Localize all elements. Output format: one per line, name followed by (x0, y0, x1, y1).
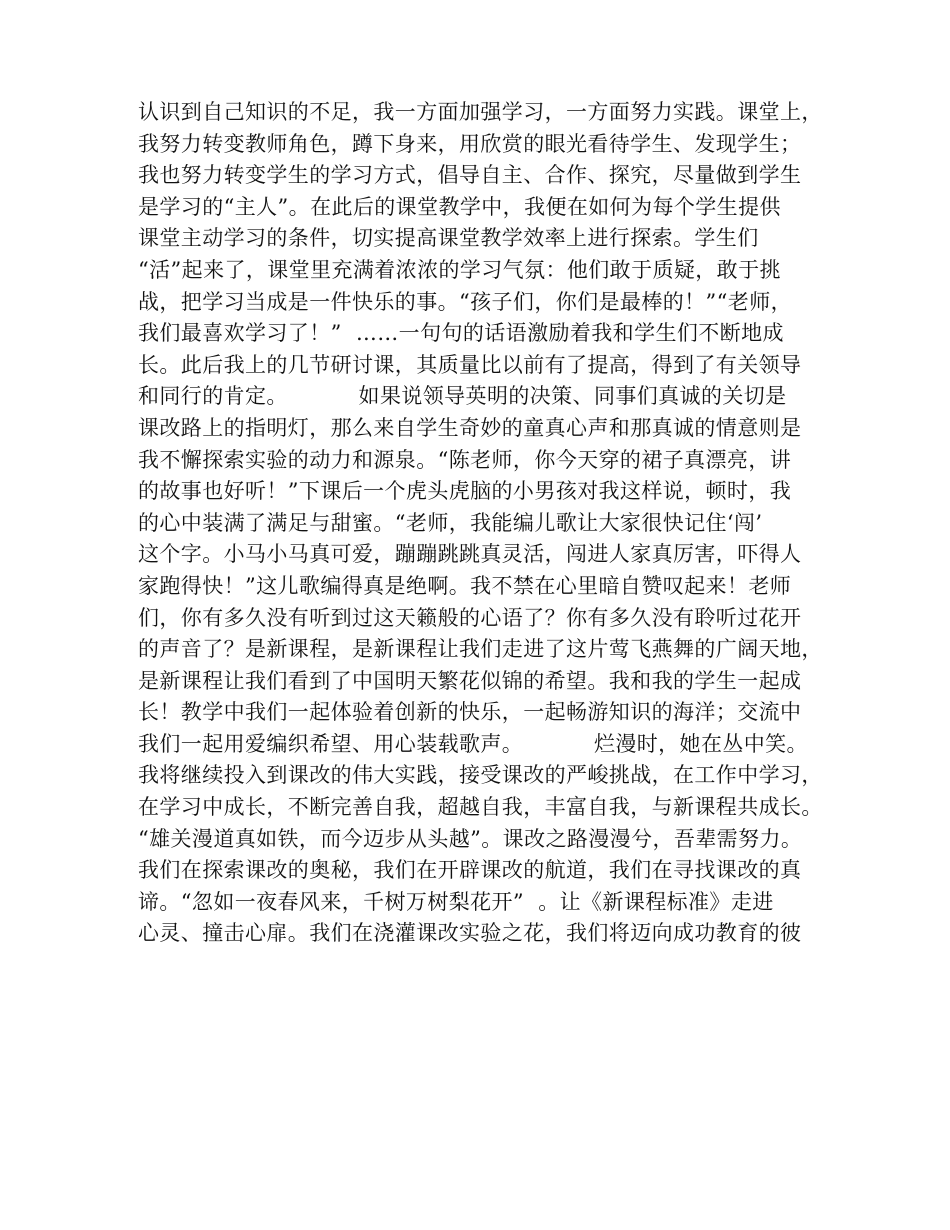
text-line: “活”起来了，课堂里充满着浓浓的学习气氛：他们敢于质疑，敢于挑 (138, 257, 781, 282)
text-line: 长！教学中我们一起体验着创新的快乐，一起畅游知识的海洋；交流中 (138, 700, 802, 725)
text-line: 长。此后我上的几节研讨课，其质量比以前有了提高，得到了有关领导 (138, 352, 802, 377)
text-line: 的声音了？是新课程，是新课程让我们走进了这片莺飞燕舞的广阔天地， (138, 637, 823, 662)
body-text (138, 97, 838, 950)
text-line: “雄关漫道真如铁，而今迈步从头越”。课改之路漫漫兮，吾辈需努力。 (138, 826, 803, 851)
text-line: 我们最喜欢学习了！” ……一句句的话语激励着我和学生们不断地成 (138, 321, 784, 346)
text-line: 在学习中成长，不断完善自我，超越自我，丰富自我，与新课程共成长。 (138, 795, 823, 820)
text-line: 家跑得快！”这儿歌编得真是绝啊。我不禁在心里暗自赞叹起来！老师 (138, 573, 792, 598)
text-line: 谛。“忽如一夜春风来，千树万树梨花开” 。让《新课程标准》走进 (138, 889, 774, 914)
text-line: 我不懈探索实验的动力和源泉。“陈老师，你今天穿的裙子真漂亮，讲 (138, 447, 792, 472)
text-line: 课改路上的指明灯，那么来自学生奇妙的童真心声和那真诚的情意则是 (138, 415, 802, 440)
text-line: 战，把学习当成是一件快乐的事。“孩子们，你们是最棒的！”“老师， (138, 289, 793, 314)
text-line: 的故事也好听！”下课后一个虎头虎脑的小男孩对我这样说，顿时，我 (138, 479, 792, 504)
text-line: 心灵、撞击心扉。我们在浇灌课改实验之花，我们将迈向成功教育的彼 (138, 921, 802, 946)
text-line: 我们在探索课改的奥秘，我们在开辟课改的航道，我们在寻找课改的真 (138, 858, 802, 883)
text-line: 认识到自己知识的不足，我一方面加强学习，一方面努力实践。课堂上， (138, 100, 823, 124)
text-line: 们，你有多久没有听到过这天籁般的心语了？你有多久没有聆听过花开 (138, 605, 802, 630)
text-line: 是新课程让我们看到了中国明天繁花似锦的希望。我和我的学生一起成 (138, 668, 802, 693)
text-line: 我将继续投入到课改的伟大实践，接受课改的严峻挑战，在工作中学习， (138, 763, 823, 788)
text-line: 我也努力转变学生的学习方式，倡导自主、合作、探究，尽量做到学生 (138, 163, 802, 188)
text-line: 我努力转变教师角色，蹲下身来，用欣赏的眼光看待学生、发现学生； (138, 131, 802, 156)
text-line: 和同行的肯定。 如果说领导英明的决策、同事们真诚的关切是 (138, 384, 787, 409)
text-line: 是学习的“主人”。在此后的课堂教学中，我便在如何为每个学生提供 (138, 194, 781, 219)
text-line: 课堂主动学习的条件，切实提高课堂教学效率上进行探索。学生们 (138, 226, 759, 251)
text-line: 这个字。小马小马真可爱，蹦蹦跳跳真灵活，闯进人家真厉害，吓得人 (138, 542, 802, 567)
text-line: 的心中装满了满足与甜蜜。“老师，我能编儿歌让大家很快记住‘闯’ (138, 510, 763, 535)
text-line: 我们一起用爱编织希望、用心装载歌声。 烂漫时，她在丛中笑。 (138, 731, 808, 756)
